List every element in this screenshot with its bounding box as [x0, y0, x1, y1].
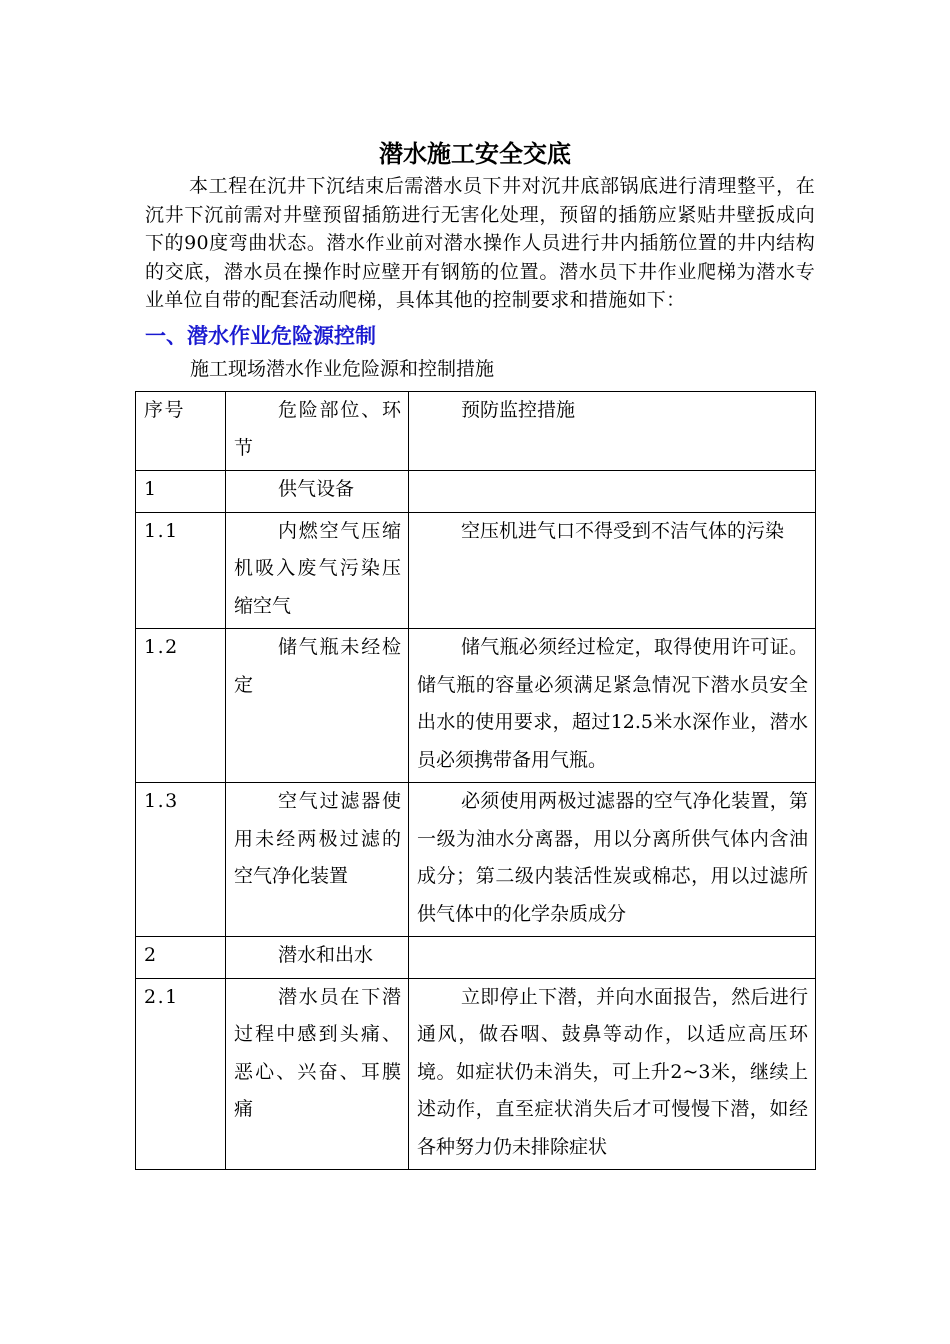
row-number: 2.1: [136, 978, 226, 1170]
row-number: 1.1: [136, 512, 226, 629]
header-cell-number: 序号: [136, 392, 226, 471]
row-hazard-part: 内燃空气压缩机吸入废气污染压缩空气: [226, 512, 409, 629]
row-measure: 立即停止下潜，并向水面报告，然后进行通风，做吞咽、鼓鼻等动作，以适应高压环境。如症状仍未消失，可上升2~3米，继续上述动作，直至症状消失后才可慢慢下潜，如经各种努力仍未排除症状: [409, 978, 816, 1170]
header-cell-measures: 预防监控措施: [409, 392, 816, 471]
row-number: 2: [136, 937, 226, 979]
section-heading: 一、潜水作业危险源控制: [145, 324, 376, 348]
table-row: [136, 512, 816, 629]
row-measure: 储气瓶必须经过检定，取得使用许可证。储气瓶的容量必须满足紧急情况下潜水员安全出水的使用要求，超过12.5米水深作业，潜水员必须携带备用气瓶。: [409, 629, 816, 783]
row-number: 1.3: [136, 783, 226, 937]
table-row: [136, 783, 816, 937]
table-row: [136, 629, 816, 783]
row-hazard-part: 潜水和出水: [226, 937, 409, 979]
document-title: 潜水施工安全交底: [379, 140, 571, 168]
table-header-row: [136, 392, 816, 471]
row-measure: [409, 937, 816, 979]
row-measure: 空压机进气口不得受到不洁气体的污染: [409, 512, 816, 629]
table-row: [136, 471, 816, 513]
row-hazard-part: 供气设备: [226, 471, 409, 513]
table-row: [136, 978, 816, 1170]
intro-paragraph: 本工程在沉井下沉结束后需潜水员下井对沉井底部锅底进行清理整平，在沉井下沉前需对井壁预留插筋进行无害化处理，预留的插筋应紧贴井壁扳成向下的90度弯曲状态。潜水作业前对潜水操作人员进行井内插筋位置的井内结构的交底，潜水员在操作时应壁开有钢筋的位置。潜水员下井作业爬梯为潜水专业单位自带的配套活动爬梯，具体其他的控制要求和措施如下：: [145, 175, 815, 311]
row-number: 1: [136, 471, 226, 513]
row-hazard-part: 储气瓶未经检定: [226, 629, 409, 783]
table-caption: 施工现场潜水作业危险源和控制措施: [190, 358, 495, 380]
row-hazard-part: 潜水员在下潜过程中感到头痛、恶心、兴奋、耳膜痛: [226, 978, 409, 1170]
table-row: [136, 937, 816, 979]
hazard-control-table: [135, 391, 816, 1170]
header-cell-hazard-part: 危险部位、环节: [226, 392, 409, 471]
row-measure: [409, 471, 816, 513]
row-number: 1.2: [136, 629, 226, 783]
row-measure: 必须使用两极过滤器的空气净化装置，第一级为油水分离器，用以分离所供气体内含油成分；第二级内装活性炭或棉芯，用以过滤所供气体中的化学杂质成分: [409, 783, 816, 937]
row-hazard-part: 空气过滤器使用未经两极过滤的空气净化装置: [226, 783, 409, 937]
